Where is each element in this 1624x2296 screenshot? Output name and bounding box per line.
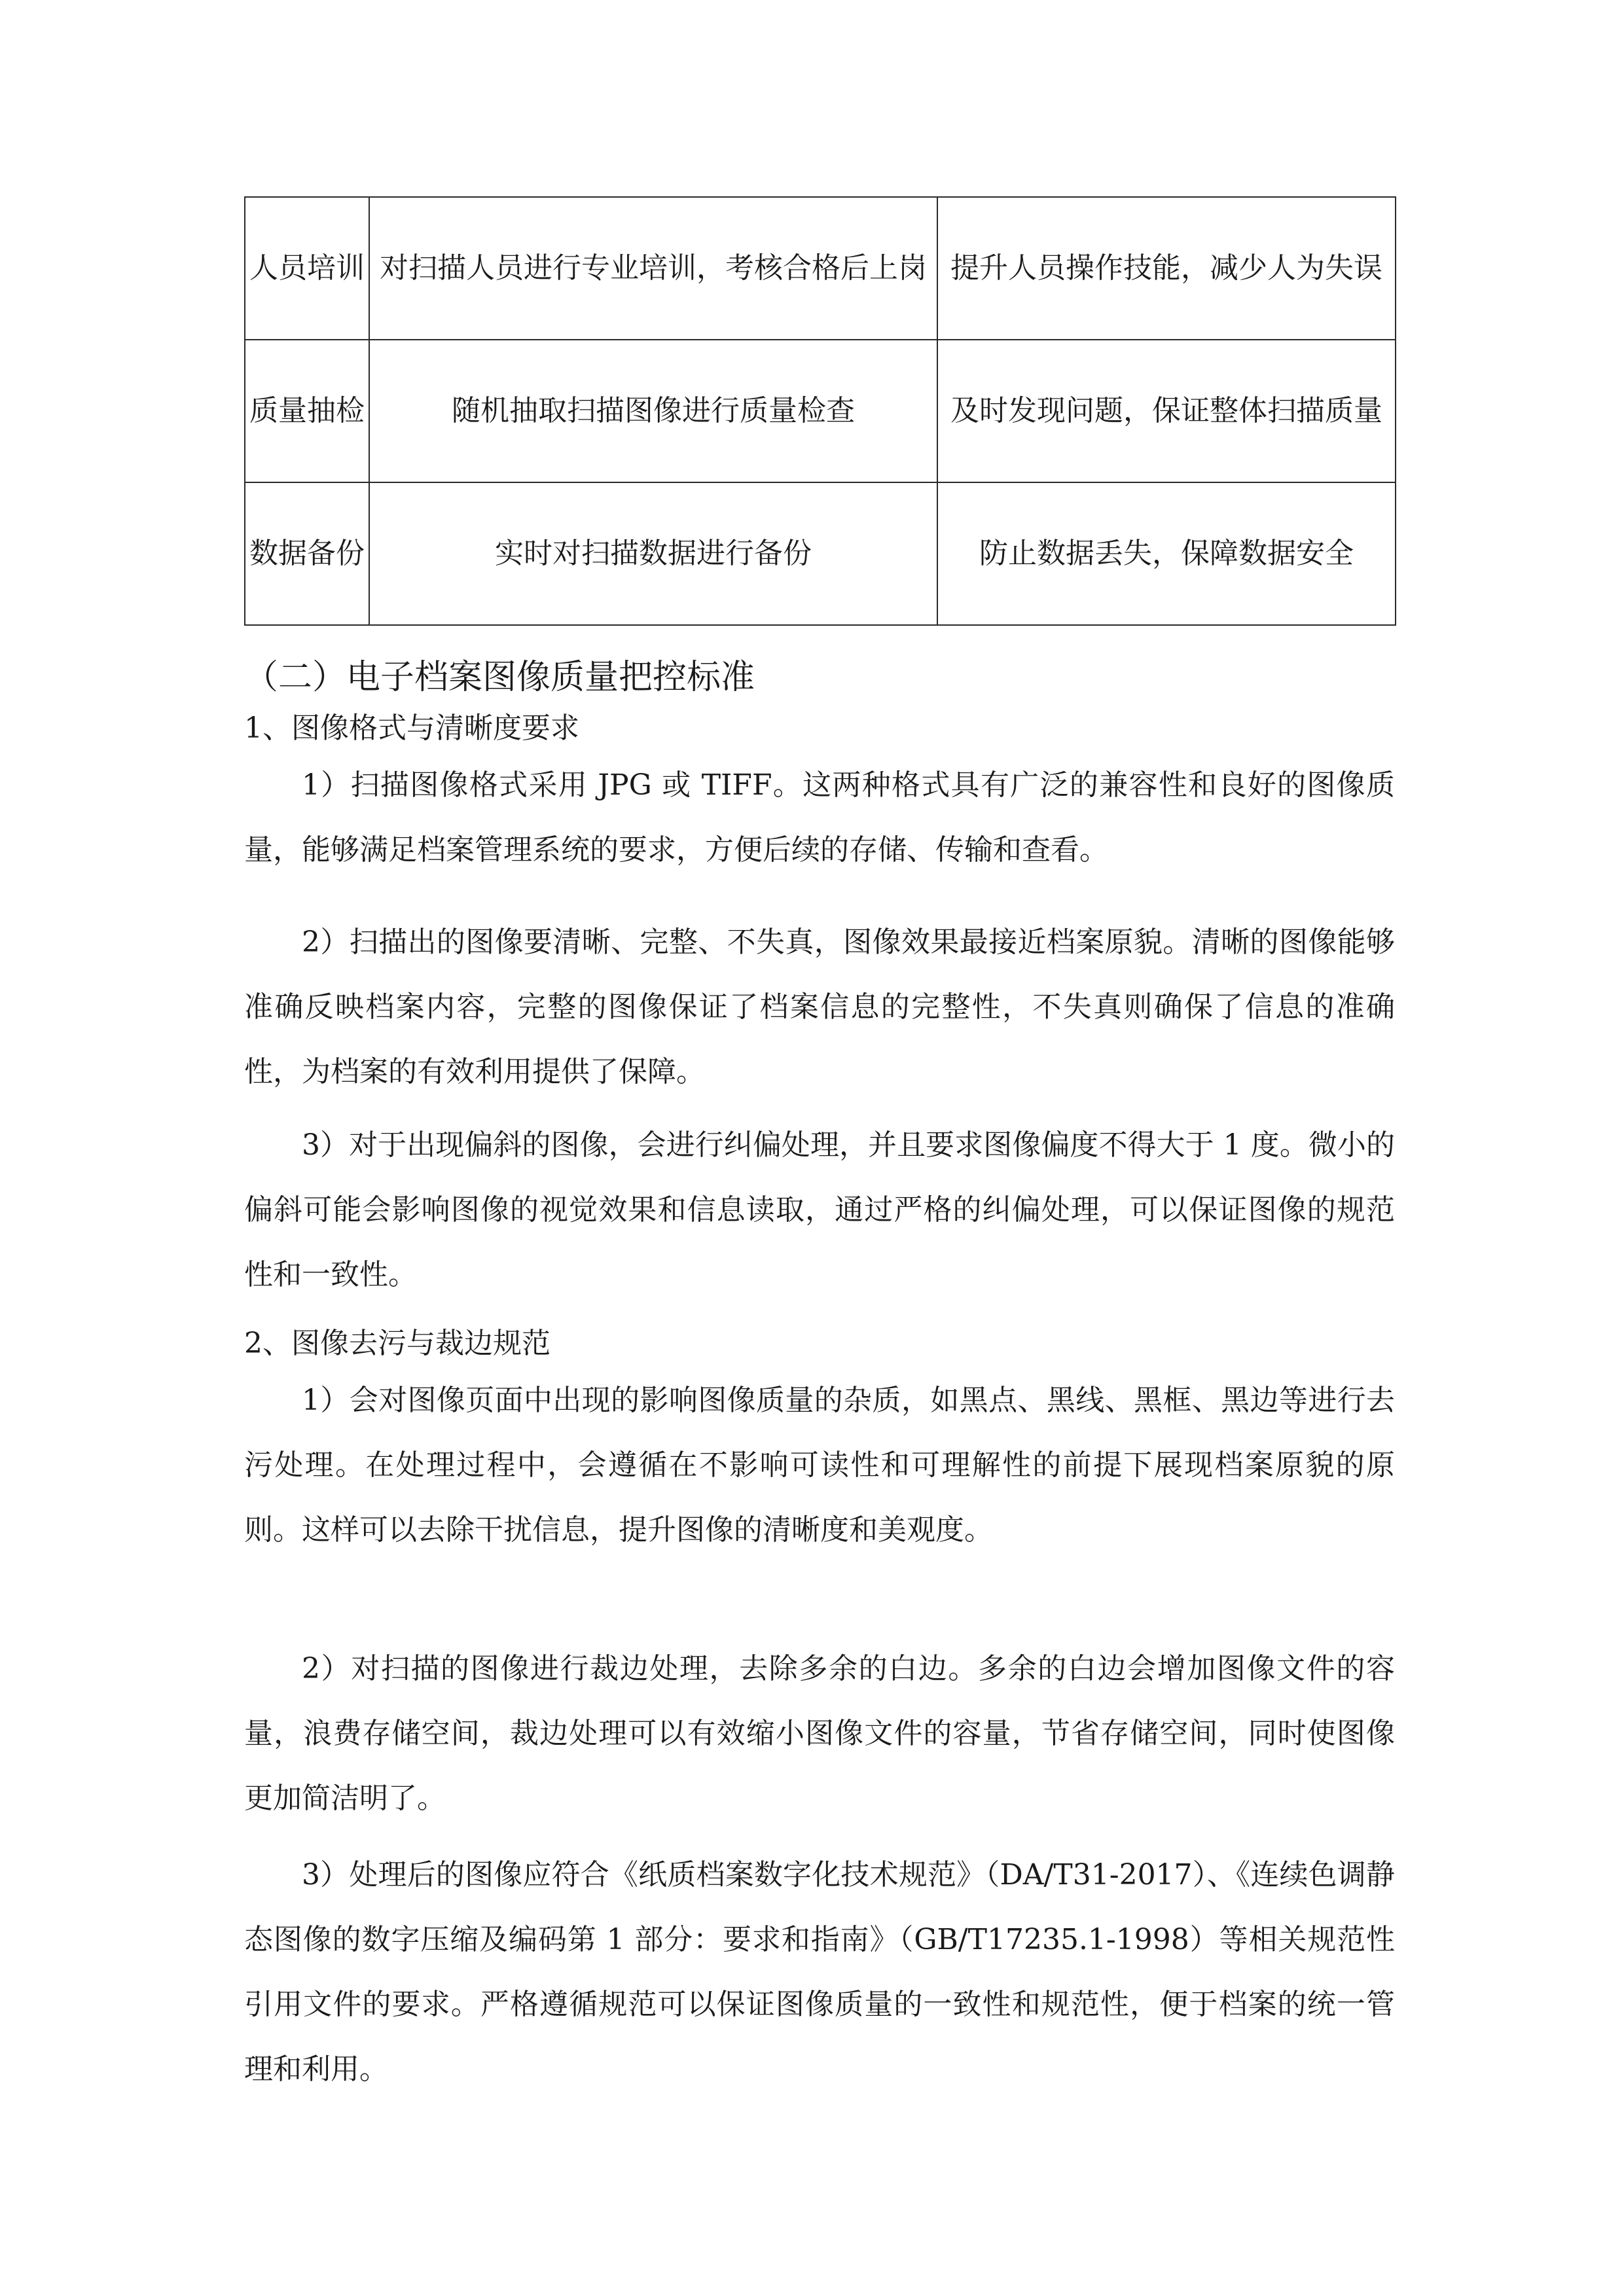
table-cell-item: 人员培训 [245, 197, 369, 340]
paragraph: 1）扫描图像格式采用 JPG 或 TIFF。这两种格式具有广泛的兼容性和良好的图像质量，能够满足档案管理系统的要求，方便后续的存储、传输和查看。 [244, 768, 1395, 867]
table-cell-effect: 防止数据丢失，保障数据安全 [937, 482, 1396, 625]
table-cell-effect: 及时发现问题，保证整体扫描质量 [937, 340, 1396, 482]
subsection-heading: 1、图像格式与清晰度要求 [244, 711, 579, 745]
table-cell-method: 实时对扫描数据进行备份 [369, 482, 937, 625]
paragraph: 1）会对图像页面中出现的影响图像质量的杂质，如黑点、黑线、黑框、黑边等进行去污处理。在处理过程中，会遵循在不影响可读性和可理解性的前提下展现档案原貌的原则。这样可以去除干扰信息，提升图像的清晰度和美观度。 [244, 1384, 1395, 1547]
table-cell-method: 对扫描人员进行专业培训，考核合格后上岗 [369, 197, 937, 340]
subsection-heading: 2、图像去污与裁边规范 [244, 1327, 550, 1360]
quality-measures-table [244, 196, 1396, 626]
paragraph: 2）对扫描的图像进行裁边处理，去除多余的白边。多余的白边会增加图像文件的容量，浪费存储空间，裁边处理可以有效缩小图像文件的容量，节省存储空间，同时使图像更加简洁明了。 [244, 1652, 1395, 1815]
table-cell-effect: 提升人员操作技能，减少人为失误 [937, 197, 1396, 340]
table-cell-item: 数据备份 [245, 482, 369, 625]
table-cell-method: 随机抽取扫描图像进行质量检查 [369, 340, 937, 482]
paragraph: 3）对于出现偏斜的图像，会进行纠偏处理，并且要求图像偏度不得大于 1 度。微小的偏斜可能会影响图像的视觉效果和信息读取，通过严格的纠偏处理，可以保证图像的规范性和一致性。 [244, 1128, 1395, 1291]
section-title: （二）电子档案图像质量把控标准 [244, 658, 755, 697]
table-cell-item: 质量抽检 [245, 340, 369, 482]
paragraph: 3）处理后的图像应符合《纸质档案数字化技术规范》（DA/T31-2017）、《连续色调静态图像的数字压缩及编码第 1 部分：要求和指南》（GB/T17235.1-1998）等相关规范性引用文件的要求。严格遵循规范可以保证图像质量的一致性和规范性，便于档案的统一管理和利用。 [244, 1858, 1395, 2086]
table-row [245, 482, 1396, 625]
paragraph: 2）扫描出的图像要清晰、完整、不失真，图像效果最接近档案原貌。清晰的图像能够准确反映档案内容，完整的图像保证了档案信息的完整性，不失真则确保了信息的准确性，为档案的有效利用提供了保障。 [244, 925, 1395, 1088]
table-row [245, 340, 1396, 482]
table-row [245, 197, 1396, 340]
